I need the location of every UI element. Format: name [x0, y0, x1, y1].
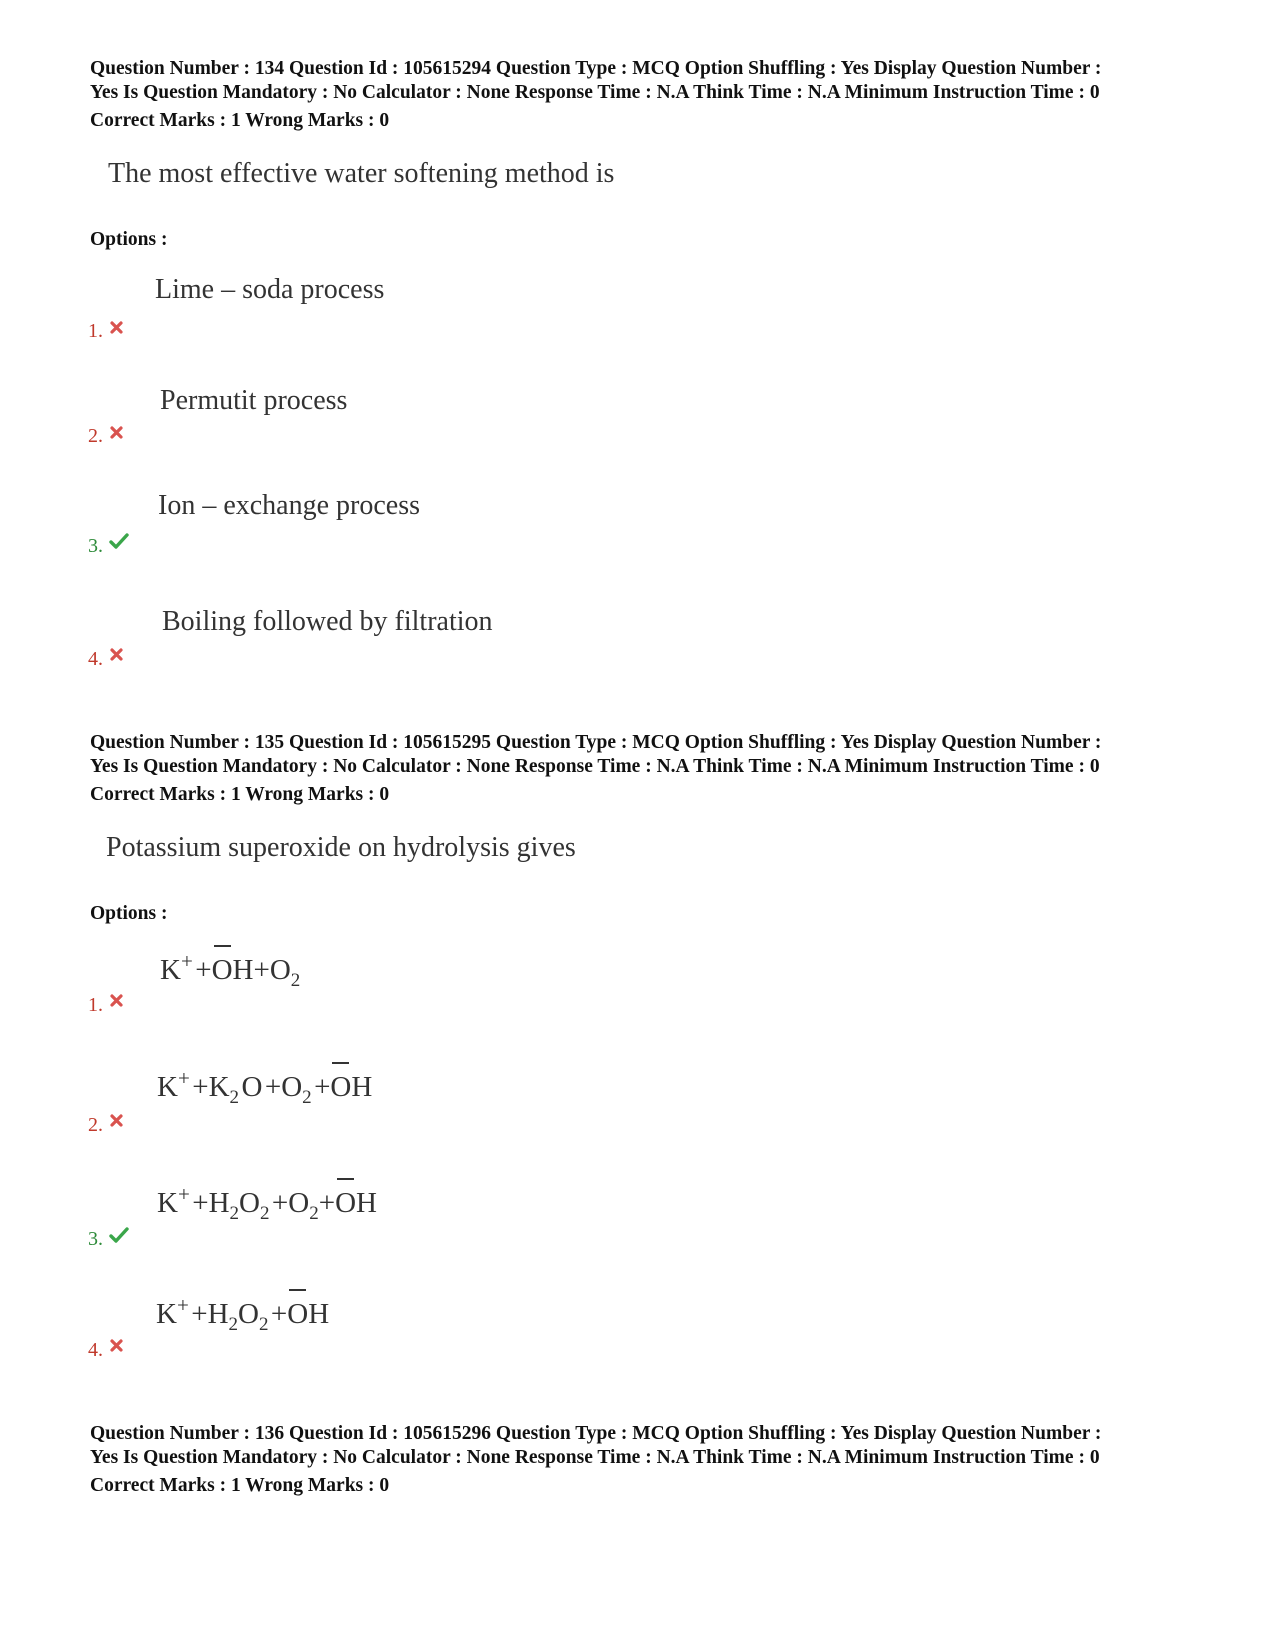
option-number: 1. [88, 320, 103, 342]
formula-symbol: K [160, 954, 181, 986]
formula-symbol: H [351, 1071, 373, 1103]
meta-line: Question Number : 135 Question Id : 105615295 Question Type : MCQ Option Shuffling : Yes Display Question Number : [90, 732, 1102, 753]
check-icon [109, 1227, 129, 1243]
marks-line: Correct Marks : 1 Wrong Marks : 0 [90, 110, 390, 131]
charge-superscript: + [177, 1182, 190, 1206]
options-label: Options : [90, 229, 168, 250]
charge-superscript: + [176, 1293, 189, 1317]
formula-symbol: O [239, 1187, 260, 1219]
formula-symbol: K [157, 1187, 178, 1219]
formula-symbol: O [288, 1187, 310, 1219]
formula-symbol: H [207, 1298, 229, 1330]
formula-operator: + [191, 1298, 208, 1330]
subscript: 2 [259, 1203, 270, 1224]
option-number: 4. [88, 1339, 103, 1361]
formula-operator: + [314, 1071, 331, 1103]
question-134-text: The most effective water softening method is [108, 158, 615, 189]
subscript: 2 [290, 970, 301, 991]
option-number: 2. [88, 1114, 103, 1136]
formula-symbol: K [157, 1071, 178, 1103]
option-number: 1. [88, 994, 103, 1016]
formula-symbol: K [208, 1071, 230, 1103]
option-formula [160, 949, 301, 991]
cross-icon [110, 647, 124, 661]
option-text: Lime – soda process [155, 274, 385, 305]
formula-operator: + [253, 954, 270, 986]
option-formula [157, 1182, 377, 1224]
formula-symbol: H [208, 1187, 230, 1219]
subscript: 2 [258, 1314, 269, 1335]
overlined-symbol: O [335, 1187, 357, 1219]
cross-icon [110, 993, 124, 1007]
question-136-meta [90, 1422, 1210, 1498]
formula-operator: + [271, 1187, 289, 1219]
formula-symbol: O [281, 1071, 303, 1103]
meta-line: Yes Is Question Mandatory : No Calculator : None Response Time : N.A Think Time : N.A Minimum Instruction Time : 0 [90, 82, 1100, 103]
option-number: 3. [88, 1228, 103, 1250]
formula-symbol: O [241, 1071, 263, 1103]
overlined-symbol: O [287, 1298, 309, 1330]
subscript: 2 [229, 1203, 240, 1224]
marks-line: Correct Marks : 1 Wrong Marks : 0 [90, 1475, 390, 1496]
charge-superscript: + [177, 1066, 190, 1090]
meta-line: Yes Is Question Mandatory : No Calculator : None Response Time : N.A Think Time : N.A Minimum Instruction Time : 0 [90, 1447, 1100, 1468]
meta-line: Yes Is Question Mandatory : No Calculator : None Response Time : N.A Think Time : N.A Minimum Instruction Time : 0 [90, 756, 1100, 777]
question-135-text: Potassium superoxide on hydrolysis gives [106, 832, 576, 863]
formula-symbol: H [232, 954, 254, 986]
formula-operator: + [318, 1187, 336, 1219]
option-number: 4. [88, 648, 103, 670]
question-135-meta [90, 731, 1210, 807]
formula-symbol: H [356, 1187, 377, 1219]
charge-superscript: + [180, 949, 193, 973]
option-number: 2. [88, 425, 103, 447]
option-number: 3. [88, 535, 103, 557]
subscript: 2 [302, 1087, 312, 1108]
cross-icon [110, 425, 124, 439]
subscript: 2 [229, 1087, 240, 1108]
option-formula [156, 1293, 330, 1335]
cross-icon [110, 1113, 124, 1127]
formula-operator: + [192, 1071, 209, 1103]
option-text: Ion – exchange process [158, 490, 421, 521]
option-formula [157, 1066, 373, 1108]
check-icon [109, 533, 129, 549]
meta-line: Question Number : 134 Question Id : 105615294 Question Type : MCQ Option Shuffling : Yes Display Question Number : [90, 58, 1102, 79]
meta-line: Question Number : 136 Question Id : 105615296 Question Type : MCQ Option Shuffling : Yes Display Question Number : [90, 1423, 1102, 1444]
overlined-symbol: O [211, 954, 233, 986]
formula-symbol: H [308, 1298, 330, 1330]
formula-operator: + [270, 1298, 288, 1330]
formula-operator: + [264, 1071, 282, 1103]
option-text: Boiling followed by filtration [162, 606, 493, 637]
options-label: Options : [90, 903, 168, 924]
cross-icon [110, 1338, 124, 1352]
marks-line: Correct Marks : 1 Wrong Marks : 0 [90, 784, 390, 805]
formula-operator: + [195, 954, 212, 986]
formula-symbol: K [156, 1298, 177, 1330]
overlined-symbol: O [330, 1071, 352, 1103]
subscript: 2 [228, 1314, 239, 1335]
cross-icon [110, 320, 124, 334]
formula-symbol: O [238, 1298, 259, 1330]
subscript: 2 [309, 1203, 319, 1224]
formula-symbol: O [269, 954, 291, 986]
option-text: Permutit process [160, 385, 348, 416]
question-134-meta [90, 57, 1210, 133]
formula-operator: + [192, 1187, 209, 1219]
